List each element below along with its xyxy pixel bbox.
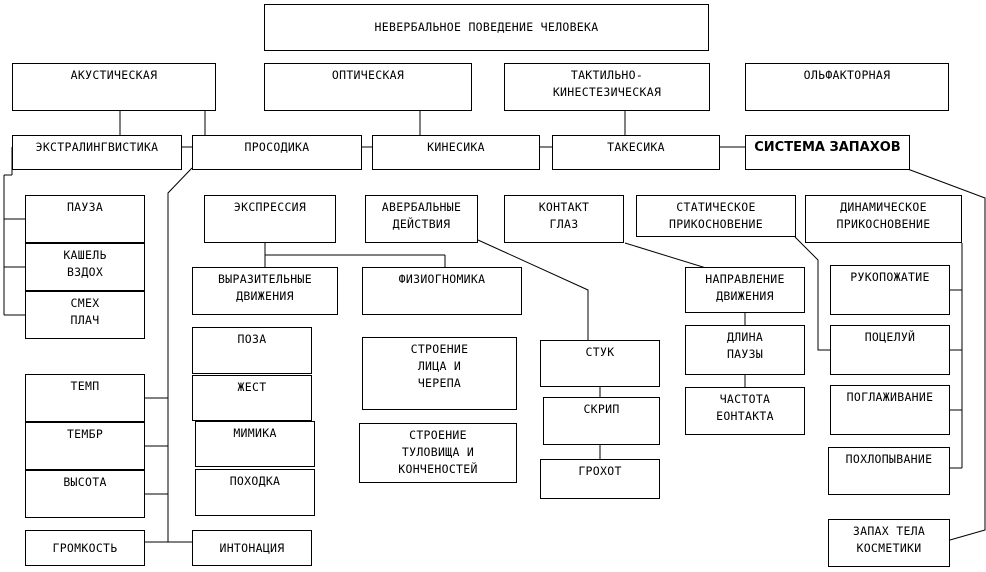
kinesics-physiognomy: ФИЗИОГНОМИКА <box>362 267 522 315</box>
extralinguistics-item-pause: ПАУЗА <box>25 195 145 243</box>
kinesics-verbal-actions: АВЕРБАЛЬНЫЕ ДЕЙСТВИЯ <box>365 195 478 243</box>
subsystem-kinesics: КИНЕСИКА <box>372 135 540 170</box>
movement-item-gait: ПОХОДКА <box>195 469 315 516</box>
physiognomy-item-body: СТРОЕНИЕ ТУЛОВИЩА И КОНЧЕНОСТЕЙ <box>359 423 517 483</box>
category-optical: ОПТИЧЕСКАЯ <box>264 63 472 111</box>
prosody-item-pitch: ВЫСОТА <box>25 470 145 518</box>
movement-item-gesture: ЖЕСТ <box>192 375 312 421</box>
subsystem-takesics: ТАКЕСИКА <box>552 135 720 170</box>
subsystem-extralinguistics: ЭКСТРАЛИНГВИСТИКА <box>12 135 182 170</box>
extralinguistics-item-cough-sigh: КАШЕЛЬ ВЗДОХ <box>25 243 145 291</box>
category-acoustic: АКУСТИЧЕСКАЯ <box>12 63 216 111</box>
root-title-box: НЕВЕРБАЛЬНОЕ ПОВЕДЕНИЕ ЧЕЛОВЕКА <box>264 4 709 51</box>
prosody-item-tempo: ТЕМП <box>25 374 145 422</box>
touch-item-patting: ПОХЛОПЫВАНИЕ <box>828 447 950 495</box>
prosody-item-loudness: ГРОМКОСТЬ <box>25 530 145 566</box>
kinesics-expressive-movements: ВЫРАЗИТЕЛЬНЫЕ ДВИЖЕНИЯ <box>192 267 338 315</box>
movement-item-pose: ПОЗА <box>192 327 312 374</box>
smell-item-body-cosmetics: ЗАПАХ ТЕЛА КОСМЕТИКИ <box>828 519 950 567</box>
takesics-eye-contact: КОНТАКТ ГЛАЗ <box>504 195 624 243</box>
movement-item-mimics: МИМИКА <box>195 421 315 467</box>
takesics-dynamic-touch: ДИНАМИЧЕСКОЕ ПРИКОСНОВЕНИЕ <box>805 195 962 243</box>
subsystem-smells: СИСТЕМА ЗАПАХОВ <box>745 135 910 170</box>
eye-contact-item-pause-length: ДЛИНА ПАУЗЫ <box>685 325 805 375</box>
category-tactile: ТАКТИЛЬНО- КИНЕСТЕЗИЧЕСКАЯ <box>504 63 710 111</box>
verbal-action-creak: СКРИП <box>543 397 660 445</box>
prosody-item-intonation: ИНТОНАЦИЯ <box>192 530 312 566</box>
kinesics-expression: ЭКСПРЕССИЯ <box>204 195 336 243</box>
prosody-item-timbre: ТЕМБР <box>25 422 145 470</box>
eye-contact-item-frequency: ЧАСТОТА ЕОНТАКТА <box>685 387 805 435</box>
touch-item-handshake: РУКОПОЖАТИЕ <box>830 265 950 315</box>
verbal-action-knock: СТУК <box>540 340 660 387</box>
subsystem-prosody: ПРОСОДИКА <box>192 135 362 170</box>
eye-contact-item-direction: НАПРАВЛЕНИЕ ДВИЖЕНИЯ <box>685 267 805 313</box>
physiognomy-item-face: СТРОЕНИЕ ЛИЦА И ЧЕРЕПА <box>362 337 517 410</box>
touch-item-kiss: ПОЦЕЛУЙ <box>830 325 950 375</box>
takesics-static-touch: СТАТИЧЕСКОЕ ПРИКОСНОВЕНИЕ <box>636 195 796 237</box>
touch-item-stroking: ПОГЛАЖИВАНИЕ <box>830 385 950 435</box>
extralinguistics-item-laugh-cry: СМЕХ ПЛАЧ <box>25 291 145 339</box>
verbal-action-rumble: ГРОХОТ <box>540 459 660 499</box>
category-olfactory: ОЛЬФАКТОРНАЯ <box>745 63 949 111</box>
